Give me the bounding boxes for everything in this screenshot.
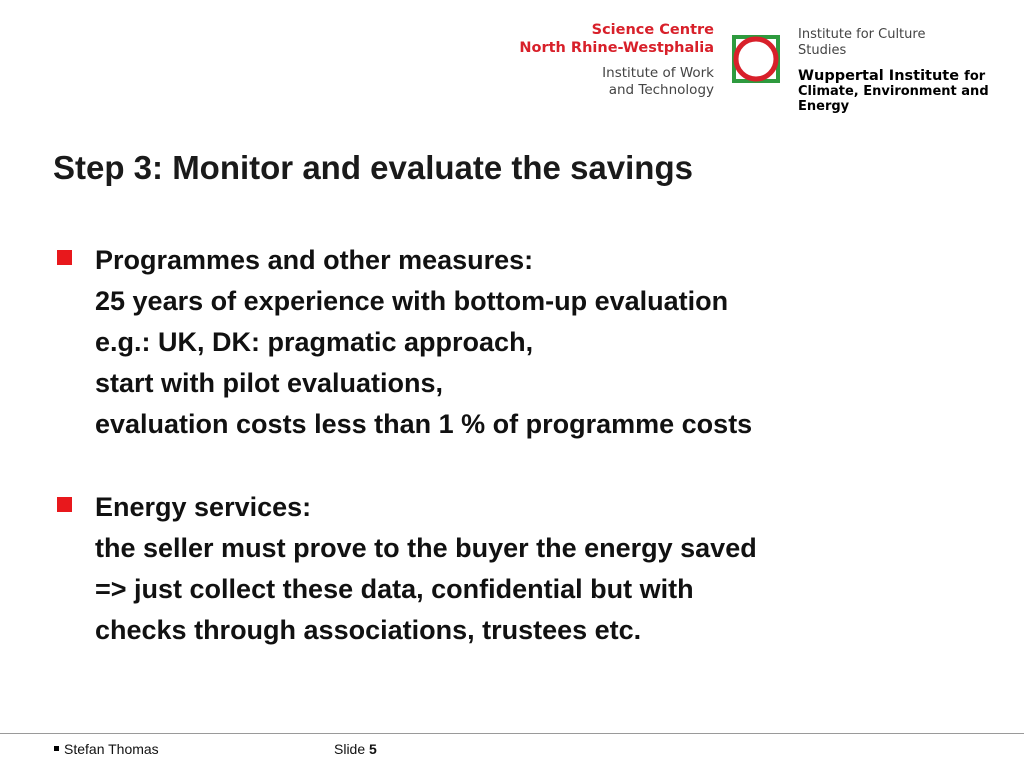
bullet-energy-services: [57, 487, 1007, 651]
bullet-line: e.g.: UK, DK: pragmatic approach,: [95, 327, 534, 357]
wuppertal-name: Wuppertal Institute: [798, 68, 960, 85]
bullet-line: 25 years of experience with bottom-up evaluation: [95, 286, 729, 316]
bullet-square-icon: [57, 250, 72, 265]
slide-number: 5: [369, 741, 377, 757]
wuppertal-line3: Energy: [798, 99, 850, 115]
wuppertal-name-line: [798, 67, 989, 84]
author-name: Stefan Thomas: [64, 741, 159, 757]
slide-label: Slide: [334, 741, 366, 757]
bullet-line: => just collect these data, confidential but with: [95, 574, 694, 604]
kwi-line2: Studies: [798, 42, 847, 58]
bullet-programmes: [57, 240, 1007, 445]
footer-slide-number: [334, 741, 377, 757]
footer-divider: [0, 733, 1024, 734]
kwi-line1: Institute for Culture: [798, 27, 926, 42]
wuppertal-for: for: [964, 69, 986, 85]
bullet-text: [95, 487, 1007, 651]
bullet-line: start with pilot evaluations,: [95, 368, 444, 398]
bullet-square-icon: [57, 497, 72, 512]
iat-line2: and Technology: [608, 81, 714, 98]
bullet-heading: Energy services:: [95, 492, 312, 522]
wuppertal-logo: [798, 27, 989, 115]
bullet-text: [95, 240, 1007, 445]
bullet-line: checks through associations, trustees etc.: [95, 615, 642, 645]
science-centre-logo: [519, 22, 714, 98]
slide-title: Step 3: Monitor and evaluate the savings: [53, 149, 693, 186]
science-centre-line1: Science Centre: [591, 22, 714, 38]
bullet-line: the seller must prove to the buyer the energy saved: [95, 533, 757, 563]
science-centre-line2: North Rhine-Westphalia: [519, 39, 714, 56]
footer-author: [54, 741, 159, 757]
wuppertal-line2: Climate, Environment and: [798, 83, 989, 99]
footer-bullet-icon: [54, 746, 59, 751]
iat-line1: Institute of Work: [602, 65, 714, 82]
bullet-line: evaluation costs less than 1 % of programme costs: [95, 409, 753, 439]
bullet-heading: Programmes and other measures:: [95, 245, 534, 275]
institute-emblem-icon: [731, 34, 781, 84]
